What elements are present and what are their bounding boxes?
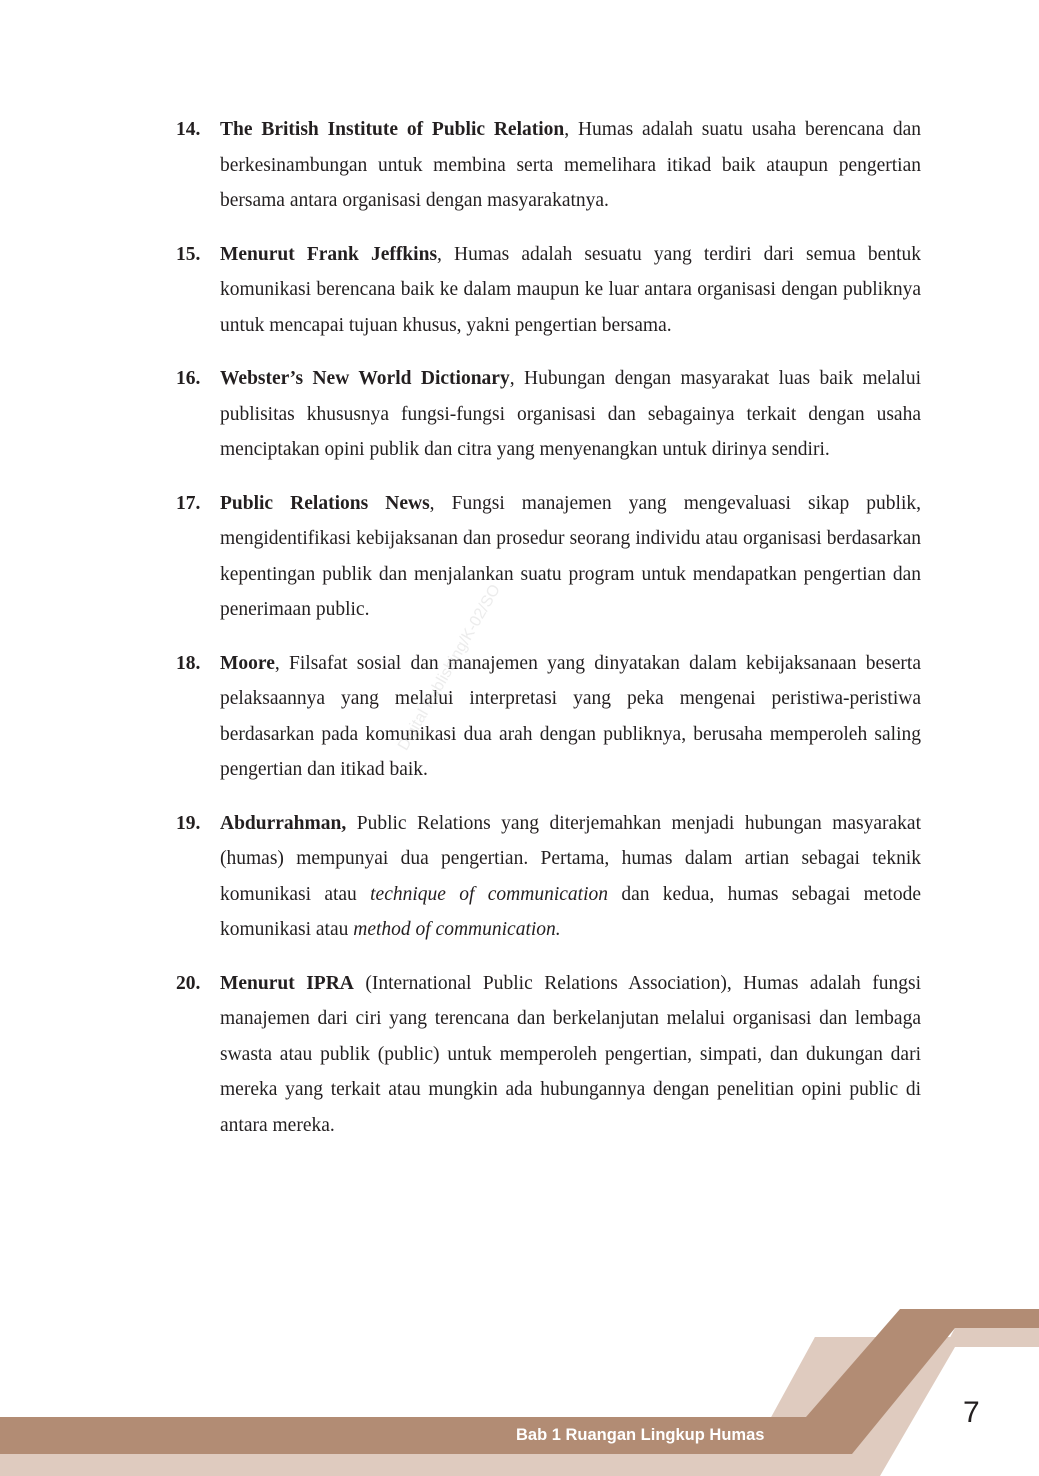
item-term: Menurut IPRA	[220, 972, 354, 994]
item-text: , Humas adalah sesuatu yang terdiri dari semua bentuk komunikasi berencana baik ke dalam maupun ke luar antara organisasi dengan publiknya untuk mencapai tujuan khusus, yakni pengertian bersama.	[220, 243, 921, 336]
watermark: Digital Publishing/K-02/SO	[395, 581, 504, 754]
item-number: 18.	[176, 652, 201, 674]
item-number: 19.	[176, 812, 201, 834]
item-number: 16.	[176, 368, 201, 389]
item-text: (International Public Relations Association), Humas adalah fungsi manajemen dari ciri yang terencana dan berkelanjutan melalui organisasi dan lembaga swasta atau publik (public) untuk memperoleh pengertian, simpati, dan dukungan dari mereka yang terkait atau mungkin ada hubungannya dengan penelitian opini public di antara mereka.	[220, 972, 921, 1136]
item-term: Abdurrahman,	[220, 812, 347, 834]
item-term: The British Institute of Public Relation	[220, 119, 565, 140]
item-text: Public Relations yang diterjemahkan menjadi hubungan masyarakat (humas) mempunyai dua pengertian. Pertama, humas dalam artian sebagai teknik komunikasi atau	[220, 812, 921, 905]
item-term: Webster’s New World Dictionary	[220, 368, 510, 389]
item-italic-phrase: technique of communication	[370, 883, 608, 905]
item-term: Menurut Frank Jeffkins	[220, 243, 438, 265]
item-text: , Filsafat sosial dan manajemen yang dinyatakan dalam kebijaksanaan beserta pelaksaannya yang melalui interpretasi yang peka mengenai peristiwa-peristiwa berdasarkan pada komunikasi dua arah dengan publiknya, berusaha memperoleh saling pengertian dan itikad baik.	[220, 652, 921, 780]
item-text: , Fungsi manajemen yang mengevaluasi sikap publik, mengidentifikasi kebijaksanan dan prosedur seorang individu atau organisasi berdasarkan kepentingan publik dan menjalankan suatu program untuk mendapatkan pengertian dan penerimaan public.	[220, 492, 922, 620]
item-term: Moore	[220, 652, 275, 674]
item-number: 14.	[176, 119, 201, 140]
chapter-label: Bab 1 Ruangan Lingkup Humas	[516, 1426, 765, 1444]
item-text: , Humas adalah suatu usaha berencana dan berkesinambungan untuk membina serta memelihara itikad baik ataupun pengertian bersama antara organisasi dengan masyarakatnya.	[220, 119, 921, 211]
item-term: Public Relations News	[220, 492, 430, 514]
item-text: , Hubungan dengan masyarakat luas baik melalui publisitas khususnya fungsi-fungsi organisasi dan sebagainya terkait dengan usaha menciptakan opini publik dan citra yang menyenangkan untuk dirinya sendiri.	[220, 368, 921, 460]
item-number: 17.	[176, 492, 201, 514]
item-text: dan kedua, humas sebagai metode komunikasi atau	[220, 883, 922, 940]
item-italic-phrase: method of communication.	[353, 919, 561, 940]
page-number: 7	[963, 1396, 980, 1429]
footer-light-band-right	[945, 1328, 1039, 1347]
item-number: 20.	[176, 972, 201, 994]
item-number: 15.	[176, 243, 201, 265]
